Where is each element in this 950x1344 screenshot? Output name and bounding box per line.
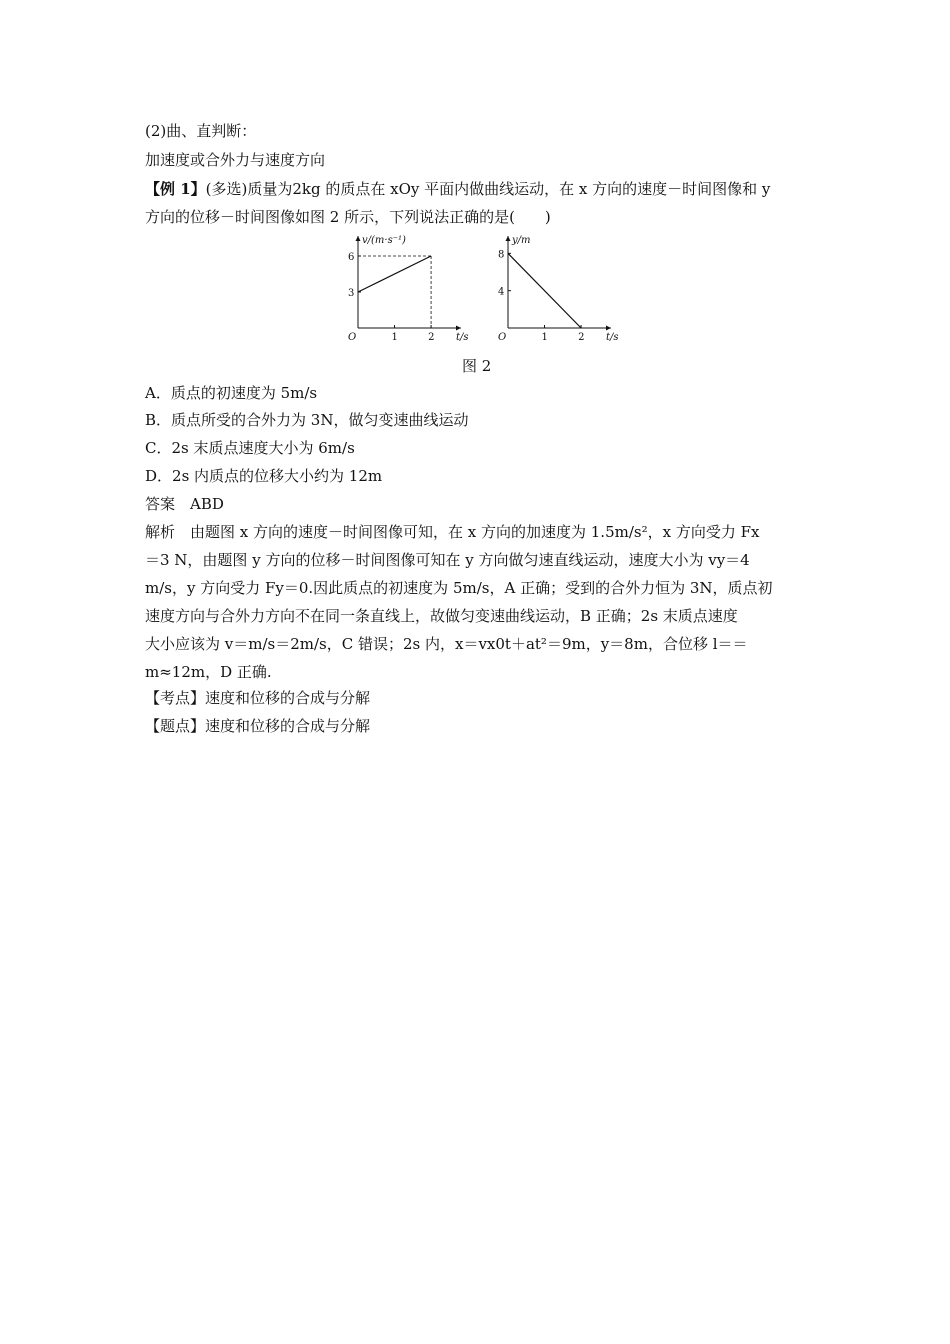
x-tick-label: 1 [541,332,548,343]
kaodian: 【考点】速度和位移的合成与分解 [145,689,371,707]
displacement-time-chart [480,232,620,350]
option-c: C．2s 末质点速度大小为 6m/s [145,439,355,457]
y-axis-label: v/(m·s⁻¹) [362,235,406,246]
analysis-line-1: 解析 由题图 x 方向的速度－时间图像可知，在 x 方向的加速度为 1.5m/s²，x 方向受力 Fx [145,523,760,541]
figure-2 [330,232,620,350]
analysis-line-6: m≈12m，D 正确. [145,663,272,681]
y-tick-label: 4 [498,286,505,298]
velocity-time-chart [330,232,470,350]
example-question-line-2: 方向的位移－时间图像如图 2 所示，下列说法正确的是( ) [145,208,551,226]
y-tick-label: 3 [348,288,355,299]
analysis-line-3: m/s，y 方向受力 Fy＝0.因此质点的初速度为 5m/s，A 正确；受到的合外力恒为 3N，质点初 [145,579,773,597]
answer: 答案 ABD [145,495,224,513]
section-subheading: 加速度或合外力与速度方向 [145,151,326,169]
y-axis-arrow [506,236,511,241]
tidian: 【题点】速度和位移的合成与分解 [145,717,371,735]
figure-caption: 图 2 [462,357,492,375]
section-heading: (2)曲、直判断： [145,122,257,140]
analysis-line-4: 速度方向与合外力方向不在同一条直线上，故做匀变速曲线运动，B 正确；2s 末质点速度 [145,607,738,625]
example-tag: 【例 1】 [145,180,206,198]
x-tick-label: 2 [428,332,435,343]
x-tick-label: 2 [578,332,585,343]
x-axis-arrow [606,326,611,331]
option-b: B．质点所受的合外力为 3N，做匀变速曲线运动 [145,411,469,429]
x-axis-label: t/s [456,332,469,343]
analysis-line-2: ＝3 N，由题图 y 方向的位移－时间图像可知在 y 方向做匀速直线运动，速度大小为 vy＝4 [145,551,750,569]
option-a: A．质点的初速度为 5m/s [145,384,318,402]
y-axis-arrow [356,236,361,241]
example-line-1 [145,179,770,199]
option-d: D．2s 内质点的位移大小约为 12m [145,467,383,485]
series-line [358,256,431,292]
x-axis-label: t/s [606,332,619,343]
origin-label: O [348,332,357,343]
series-line [508,253,581,328]
x-tick-label: 1 [391,332,398,343]
analysis-line-5: 大小应该为 v＝m/s＝2m/s，C 错误；2s 内，x＝vx0t＋at²＝9m，y＝8m，合位移 l＝＝ [145,635,748,653]
x-axis-arrow [456,326,461,331]
origin-label: O [498,332,507,343]
y-tick-label: 6 [348,252,355,263]
example-question-line-1: (多选)质量为2kg 的质点在 xOy 平面内做曲线运动，在 x 方向的速度－时间图像和 y [205,180,771,198]
y-tick-label: 8 [498,249,505,261]
y-axis-label: y/m [512,235,531,246]
